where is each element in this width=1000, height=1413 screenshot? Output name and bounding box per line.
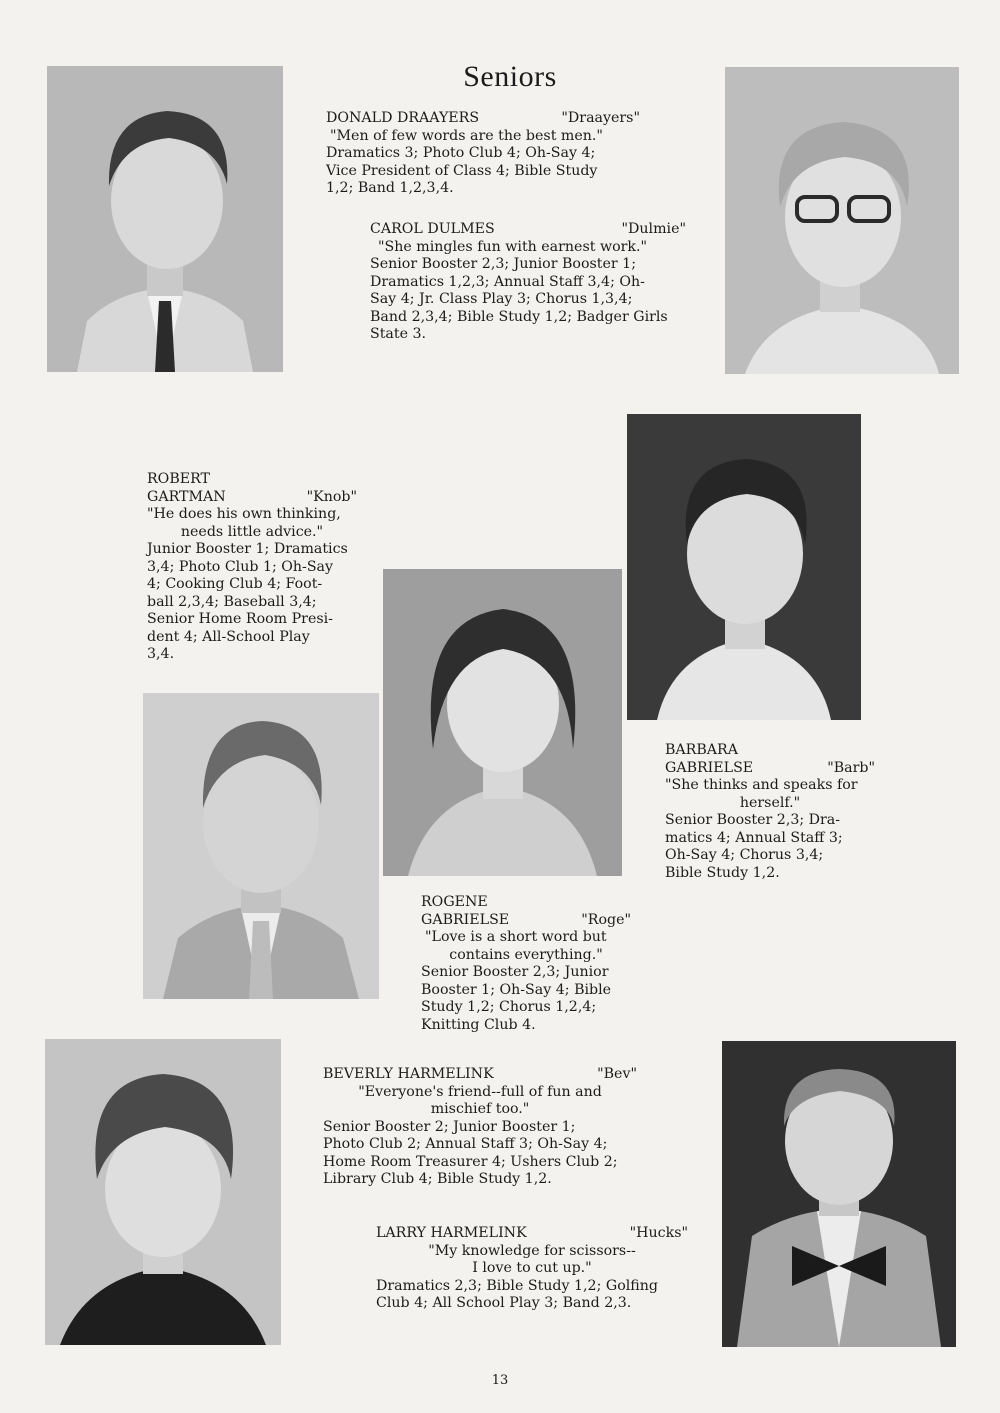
student-name-first: ROBERT (147, 471, 210, 487)
activity-line: Library Club 4; Bible Study 1,2. (323, 1171, 552, 1187)
student-name: DONALD DRAAYERS (326, 110, 480, 126)
student-quote-line: contains everything." (449, 946, 603, 963)
bio-header (370, 221, 686, 239)
activity-line: Senior Booster 2,3; Junior (421, 964, 609, 980)
student-quote-line: "My knowledge for scissors-- (428, 1242, 636, 1259)
student-name: BEVERLY HARMELINK (323, 1066, 494, 1082)
activity-line: Dramatics 3; Photo Club 4; Oh-Say 4; (326, 145, 596, 161)
activity-line: Vice President of Class 4; Bible Study (326, 162, 598, 179)
bio-header (323, 1066, 637, 1084)
bio-robert-gartman (147, 471, 357, 664)
student-nickname: "Bev" (597, 1066, 637, 1082)
student-quote: "She mingles fun with earnest work." (378, 238, 648, 255)
student-name: LARRY HARMELINK (376, 1225, 527, 1241)
student-name-last: GARTMAN (147, 488, 226, 505)
bio-barbara-gabrielse (665, 742, 875, 882)
bio-header (376, 1225, 688, 1243)
bio-header (421, 912, 631, 930)
activity-line: Senior Booster 2; Junior Booster 1; (323, 1118, 576, 1135)
student-quote-line: herself." (739, 794, 801, 811)
student-quote-line: "He does his own thinking, (147, 506, 341, 522)
activity-line: Booster 1; Oh-Say 4; Bible (421, 981, 612, 998)
activity-line: 4; Cooking Club 4; Foot- (147, 576, 323, 592)
activity-line: 1,2; Band 1,2,3,4. (326, 180, 454, 196)
bio-header (665, 760, 875, 778)
portrait-image (722, 1041, 956, 1347)
activity-line: ball 2,3,4; Baseball 3,4; (147, 593, 317, 610)
student-quote-line: I love to cut up." (472, 1260, 592, 1276)
activity-line: Senior Booster 2,3; Dra- (665, 812, 841, 828)
activity-line: 3,4; Photo Club 1; Oh-Say (147, 558, 334, 575)
activity-line: Senior Home Room Presi- (147, 611, 333, 627)
student-quote-line: needs little advice." (180, 523, 324, 540)
bio-rogene-gabrielse (421, 894, 631, 1034)
portrait-image (45, 1039, 281, 1345)
portrait-photo-carol-dulmes (725, 67, 959, 374)
portrait-image (627, 414, 861, 720)
student-nickname: "Draayers" (561, 110, 640, 126)
student-quote: "Men of few words are the best men." (330, 127, 603, 144)
student-name-first: ROGENE (421, 894, 488, 910)
student-name: CAROL DULMES (370, 221, 495, 237)
activity-line: Study 1,2; Chorus 1,2,4; (421, 999, 597, 1015)
student-quote-line: "She thinks and speaks for (665, 777, 858, 793)
activity-line: State 3. (370, 326, 427, 342)
student-nickname: "Knob" (306, 488, 357, 505)
student-nickname: "Dulmie" (621, 221, 686, 237)
page-number: 13 (491, 1373, 509, 1388)
student-nickname: "Barb" (827, 759, 875, 776)
activity-line: Knitting Club 4. (421, 1016, 536, 1033)
activity-line: Dramatics 1,2,3; Annual Staff 3,4; Oh- (370, 273, 645, 290)
activity-line: Junior Booster 1; Dramatics (147, 541, 348, 557)
activity-line: Oh-Say 4; Chorus 3,4; (665, 847, 824, 863)
bio-donald-draayers (326, 110, 640, 198)
student-nickname: "Hucks" (629, 1225, 688, 1241)
portrait-photo-robert-gartman (143, 693, 379, 999)
portrait-photo-donald-draayers (47, 66, 283, 372)
student-name-first: BARBARA (665, 742, 738, 758)
student-name-last: GABRIELSE (665, 759, 754, 776)
activity-line: Say 4; Jr. Class Play 3; Chorus 1,3,4; (370, 291, 633, 307)
activity-line: Bible Study 1,2. (665, 864, 780, 881)
activity-line: 3,4. (147, 646, 175, 662)
activity-line: Home Room Treasurer 4; Ushers Club 2; (323, 1153, 618, 1170)
page-title: Seniors (463, 60, 557, 93)
portrait-image (143, 693, 379, 999)
student-quote-line: mischief too." (430, 1101, 530, 1117)
activity-line: Band 2,3,4; Bible Study 1,2; Badger Girls (370, 308, 668, 325)
bio-header (147, 489, 357, 507)
student-nickname: "Roge" (581, 911, 631, 928)
activity-line: Dramatics 2,3; Bible Study 1,2; Golfing (376, 1277, 658, 1294)
portrait-image (47, 66, 283, 372)
activity-line: matics 4; Annual Staff 3; (665, 829, 843, 846)
bio-carol-dulmes (370, 221, 686, 344)
activity-line: Senior Booster 2,3; Junior Booster 1; (370, 256, 636, 272)
bio-header (326, 110, 640, 128)
activity-line: Photo Club 2; Annual Staff 3; Oh-Say 4; (323, 1136, 608, 1152)
bio-beverly-harmelink (323, 1066, 637, 1189)
portrait-photo-barbara-gabrielse (627, 414, 861, 720)
portrait-photo-beverly-harmelink (45, 1039, 281, 1345)
student-quote-line: "Love is a short word but (425, 929, 607, 945)
portrait-image (383, 569, 622, 876)
activity-line: Club 4; All School Play 3; Band 2,3. (376, 1295, 632, 1311)
student-name-last: GABRIELSE (421, 911, 510, 928)
portrait-photo-rogene-gabrielse (383, 569, 622, 876)
activity-line: dent 4; All-School Play (147, 628, 310, 645)
bio-larry-harmelink (376, 1225, 688, 1313)
portrait-image (725, 67, 959, 374)
student-quote-line: "Everyone's friend--full of fun and (358, 1083, 602, 1100)
portrait-photo-larry-harmelink (722, 1041, 956, 1347)
